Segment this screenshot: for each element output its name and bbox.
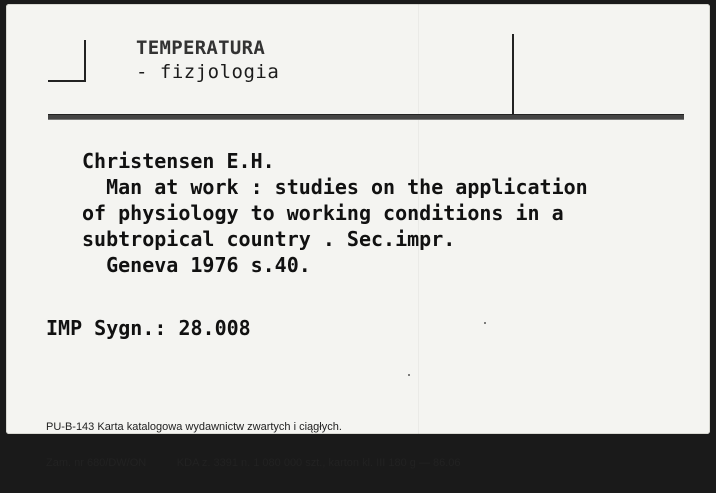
entry-title-line-1: Man at work : studies on the application (82, 175, 588, 199)
corner-bracket-vertical (84, 40, 86, 82)
footer-line-2: Zam. nr 680/DW/ON KDA z. 3391 n. 1 080 000 szt., karton kl. III 180 g — 86.06 (46, 457, 461, 469)
corner-bracket-horizontal (48, 80, 86, 82)
paper-speck (484, 322, 486, 324)
entry-author: Christensen E.H. (82, 149, 275, 173)
footer-line-1: PU-B-143 Karta katalogowa wydawnictw zwartych i ciągłych. (46, 421, 342, 433)
catalog-card (6, 4, 710, 469)
subject-divider-vertical (512, 34, 514, 118)
entry-title-line-3: subtropical country . Sec.impr. (82, 227, 456, 251)
subject-heading-block (136, 36, 279, 84)
subject-subheading: - fizjologia (136, 61, 280, 83)
card-footer (46, 397, 696, 493)
bibliographic-entry (82, 148, 682, 278)
subject-heading: TEMPERATURA (136, 37, 266, 59)
entry-imprint: Geneva 1976 s.40. (82, 253, 311, 277)
entry-title-line-2: of physiology to working conditions in a (82, 201, 564, 225)
paper-speck (408, 374, 410, 376)
shelf-signature: IMP Sygn.: 28.008 (46, 316, 251, 340)
heading-rule (48, 114, 684, 120)
